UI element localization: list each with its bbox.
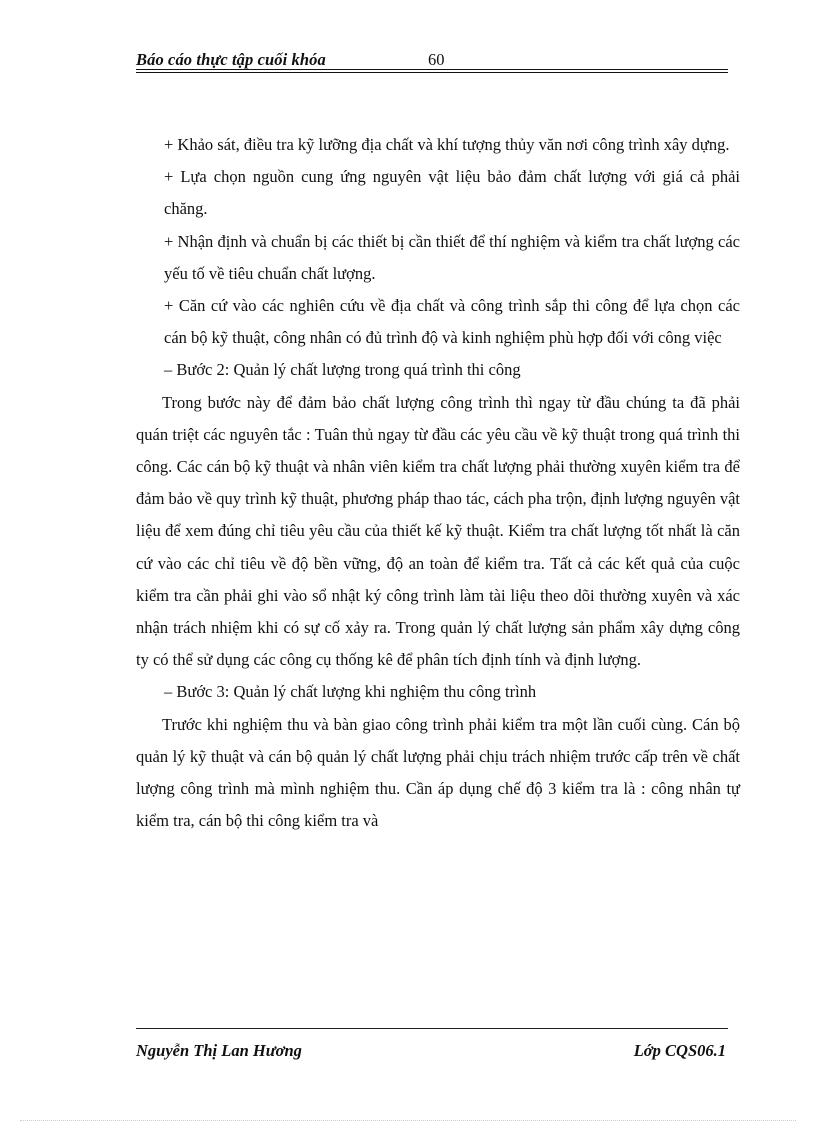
document-body bbox=[136, 129, 740, 837]
footer-class: Lớp CQS06.1 bbox=[633, 1041, 726, 1060]
bullet-survey: + Khảo sát, điều tra kỹ lưỡng địa chất và khí tượng thủy văn nơi công trình xây dựng. bbox=[164, 135, 730, 154]
bullet-equipment: + Nhận định và chuẩn bị các thiết bị cần thiết để thí nghiệm và kiểm tra chất lượng các yếu tố về tiêu chuẩn chất lượng. bbox=[164, 231, 740, 283]
header-divider bbox=[136, 69, 728, 73]
footer-divider bbox=[136, 1028, 728, 1029]
bullet-materials: + Lựa chọn nguồn cung ứng nguyên vật liệu bảo đảm chất lượng với giá cả phải chăng. bbox=[164, 167, 740, 219]
header-title: Báo cáo thực tập cuối khóa bbox=[136, 50, 326, 69]
bullet-staff: + Căn cứ vào các nghiên cứu về địa chất và công trình sắp thi công để lựa chọn các cán bộ kỹ thuật, công nhân có đủ trình độ và kinh nghiệm phù hợp đối với công việc bbox=[164, 296, 740, 348]
step-3-paragraph: Trước khi nghiệm thu và bàn giao công trình phải kiểm tra một lần cuối cùng. Cán bộ quản lý kỹ thuật và cán bộ quản lý chất lượng phải chịu trách nhiệm trước cấp trên về chất lượng công trình mà mình nghiệm thu. Cần áp dụng chế độ 3 kiểm tra là : công nhân tự kiểm tra, cán bộ thi công kiểm tra và bbox=[136, 714, 740, 831]
step-2-paragraph: Trong bước này để đảm bảo chất lượng công trình thì ngay từ đầu chúng ta đã phải quán triệt các nguyên tắc : Tuân thủ ngay từ đầu các yêu cầu về kỹ thuật trong quá trình thi công. Các cán bộ kỹ thuật và nhân viên kiểm tra chất lượng phải thường xuyên kiểm tra để đảm bảo về quy trình kỹ thuật, phương pháp thao tác, cách pha trộn, định lượng nguyên vật liệu để xem đúng chỉ tiêu yêu cầu của thiết kế kỹ thuật. Kiểm tra chất lượng tốt nhất là căn cứ vào các chỉ tiêu về độ bền vững, độ an toàn để kiểm tra. Tất cả các kết quả của cuộc kiểm tra cần phải ghi vào sổ nhật ký công trình làm tài liệu theo dõi thường xuyên và xác nhận trách nhiệm khi có sự cố xảy ra. Trong quản lý chất lượng sản phẩm xây dựng công ty có thể sử dụng các công cụ thống kê để phân tích định tính và định lượng. bbox=[136, 392, 740, 670]
page-number: 60 bbox=[428, 50, 445, 69]
step-2-heading: – Bước 2: Quản lý chất lượng trong quá trình thi công bbox=[164, 360, 521, 380]
footer-author: Nguyễn Thị Lan Hương bbox=[136, 1041, 302, 1060]
page-edge bbox=[20, 1120, 796, 1121]
step-3-heading: – Bước 3: Quản lý chất lượng khi nghiệm thu công trình bbox=[164, 682, 537, 702]
